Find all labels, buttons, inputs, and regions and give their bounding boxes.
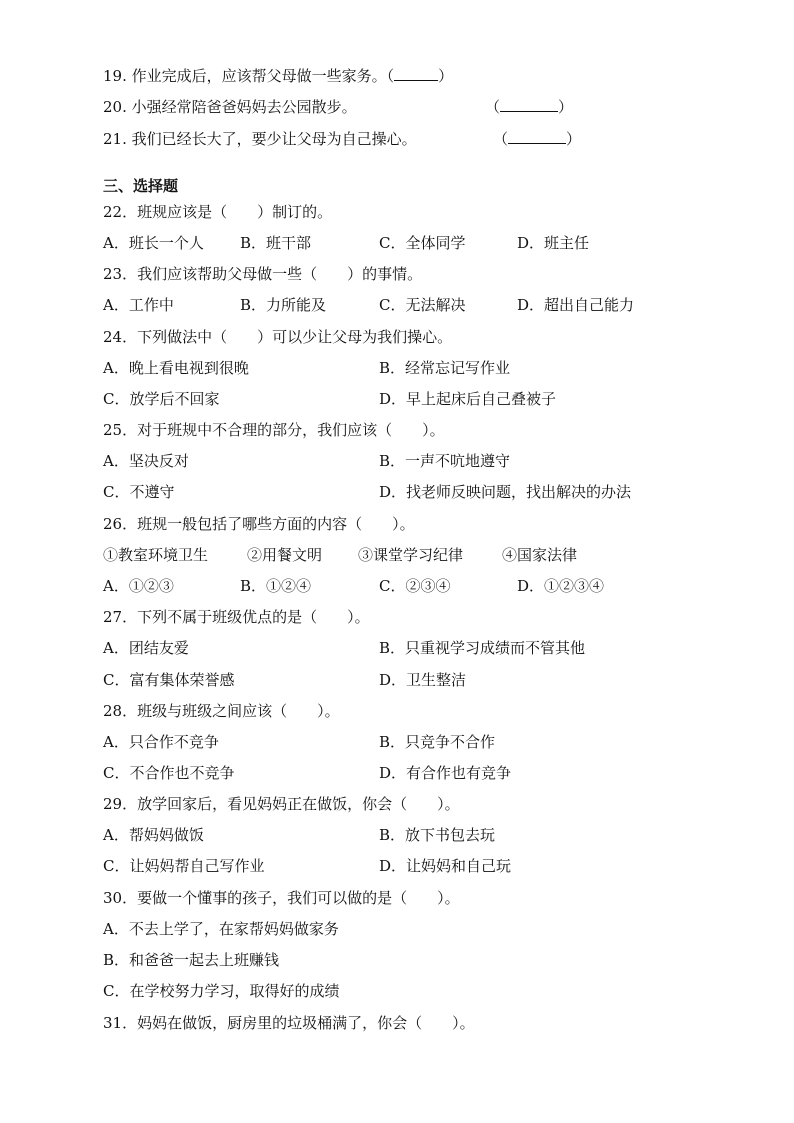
q29-option-c[interactable]: C．让妈妈帮自己写作业 [103, 857, 265, 875]
q28-option-b[interactable]: B．只竞争不合作 [379, 733, 496, 751]
q26-option-c[interactable]: C．②③④ [379, 577, 451, 595]
q23-option-c[interactable]: C．无法解决 [379, 296, 466, 314]
question-22-stem: 22．班规应该是（ ）制订的。 [103, 203, 333, 221]
q23-option-d[interactable]: D．超出自己能力 [517, 296, 635, 314]
q28-option-d[interactable]: D．有合作也有竞争 [379, 764, 512, 782]
q24-option-a[interactable]: A．晚上看电视到很晚 [103, 359, 249, 377]
q22-option-c[interactable]: C．全体同学 [379, 234, 466, 252]
q28-option-c[interactable]: C．不合作也不竞争 [103, 764, 235, 782]
question-text: 作业完成后，应该帮父母做一些家务。（ [131, 67, 395, 85]
q26-item-3: ③课堂学习纪律 [358, 546, 464, 564]
answer-bracket-21: （ ） [493, 130, 582, 148]
question-30-stem: 30．要做一个懂事的孩子，我们可以做的是（ ）。 [103, 889, 460, 907]
q22-option-d[interactable]: D．班主任 [517, 234, 590, 252]
q27-option-c[interactable]: C．富有集体荣誉感 [103, 671, 235, 689]
question-text: 小强经常陪爸爸妈妈去公园散步。 [131, 98, 357, 116]
q26-option-d[interactable]: D．①②③④ [517, 577, 605, 595]
q22-option-b[interactable]: B．班干部 [240, 234, 312, 252]
q27-option-a[interactable]: A．团结友爱 [103, 639, 189, 657]
question-31-stem: 31．妈妈在做饭，厨房里的垃圾桶满了，你会（ ）。 [103, 1014, 475, 1032]
q30-option-c[interactable]: C．在学校努力学习，取得好的成绩 [103, 982, 340, 1000]
q26-item-2: ②用餐文明 [247, 546, 323, 564]
q29-option-b[interactable]: B．放下书包去玩 [379, 826, 496, 844]
q24-option-b[interactable]: B．经常忘记写作业 [379, 359, 511, 377]
question-20 [103, 97, 357, 117]
question-25-stem: 25．对于班规中不合理的部分，我们应该（ ）。 [103, 421, 445, 439]
q27-option-d[interactable]: D．卫生整洁 [379, 671, 467, 689]
question-21 [103, 129, 417, 149]
q23-option-a[interactable]: A．工作中 [103, 296, 174, 314]
question-28-stem: 28．班级与班级之间应该（ ）。 [103, 702, 340, 720]
q26-item-4: ④国家法律 [502, 546, 578, 564]
section-title: 三、选择题 [103, 177, 179, 195]
q26-item-1: ①教室环境卫生 [103, 546, 209, 564]
answer-blank[interactable] [500, 97, 558, 112]
q22-option-a[interactable]: A．班长一个人 [103, 234, 204, 252]
q30-option-a[interactable]: A．不去上学了，在家帮妈妈做家务 [103, 920, 339, 938]
question-number: 20. [103, 98, 127, 116]
answer-blank[interactable] [508, 129, 566, 144]
question-number: 19. [103, 67, 127, 85]
q25-option-d[interactable]: D．找老师反映问题，找出解决的办法 [379, 483, 632, 501]
q24-option-d[interactable]: D．早上起床后自己叠被子 [379, 390, 557, 408]
question-number: 21. [103, 130, 127, 148]
q29-option-a[interactable]: A．帮妈妈做饭 [103, 826, 204, 844]
q25-option-a[interactable]: A．坚决反对 [103, 452, 189, 470]
question-text: 我们已经长大了，要少让父母为自己操心。 [131, 130, 417, 148]
q26-option-a[interactable]: A．①②③ [103, 577, 174, 595]
q29-option-d[interactable]: D．让妈妈和自己玩 [379, 857, 512, 875]
question-19: 19. 作业完成后，应该帮父母做一些家务。（ ） [103, 67, 454, 85]
answer-blank[interactable] [394, 66, 438, 81]
question-29-stem: 29．放学回家后，看见妈妈正在做饭，你会（ ）。 [103, 795, 460, 813]
q27-option-b[interactable]: B．只重视学习成绩而不管其他 [379, 639, 586, 657]
q23-option-b[interactable]: B．力所能及 [240, 296, 327, 314]
q25-option-c[interactable]: C．不遵守 [103, 483, 175, 501]
q25-option-b[interactable]: B．一声不吭地遵守 [379, 452, 511, 470]
answer-bracket-20: （ ） [485, 98, 574, 116]
q24-option-c[interactable]: C．放学后不回家 [103, 390, 220, 408]
question-24-stem: 24．下列做法中（ ）可以少让父母为我们操心。 [103, 328, 453, 346]
q30-option-b[interactable]: B．和爸爸一起去上班赚钱 [103, 951, 280, 969]
q26-option-b[interactable]: B．①②④ [240, 577, 312, 595]
q28-option-a[interactable]: A．只合作不竞争 [103, 733, 219, 751]
question-27-stem: 27．下列不属于班级优点的是（ ）。 [103, 608, 370, 626]
question-23-stem: 23．我们应该帮助父母做一些（ ）的事情。 [103, 265, 423, 283]
question-26-stem: 26．班规一般包括了哪些方面的内容（ ）。 [103, 515, 415, 533]
